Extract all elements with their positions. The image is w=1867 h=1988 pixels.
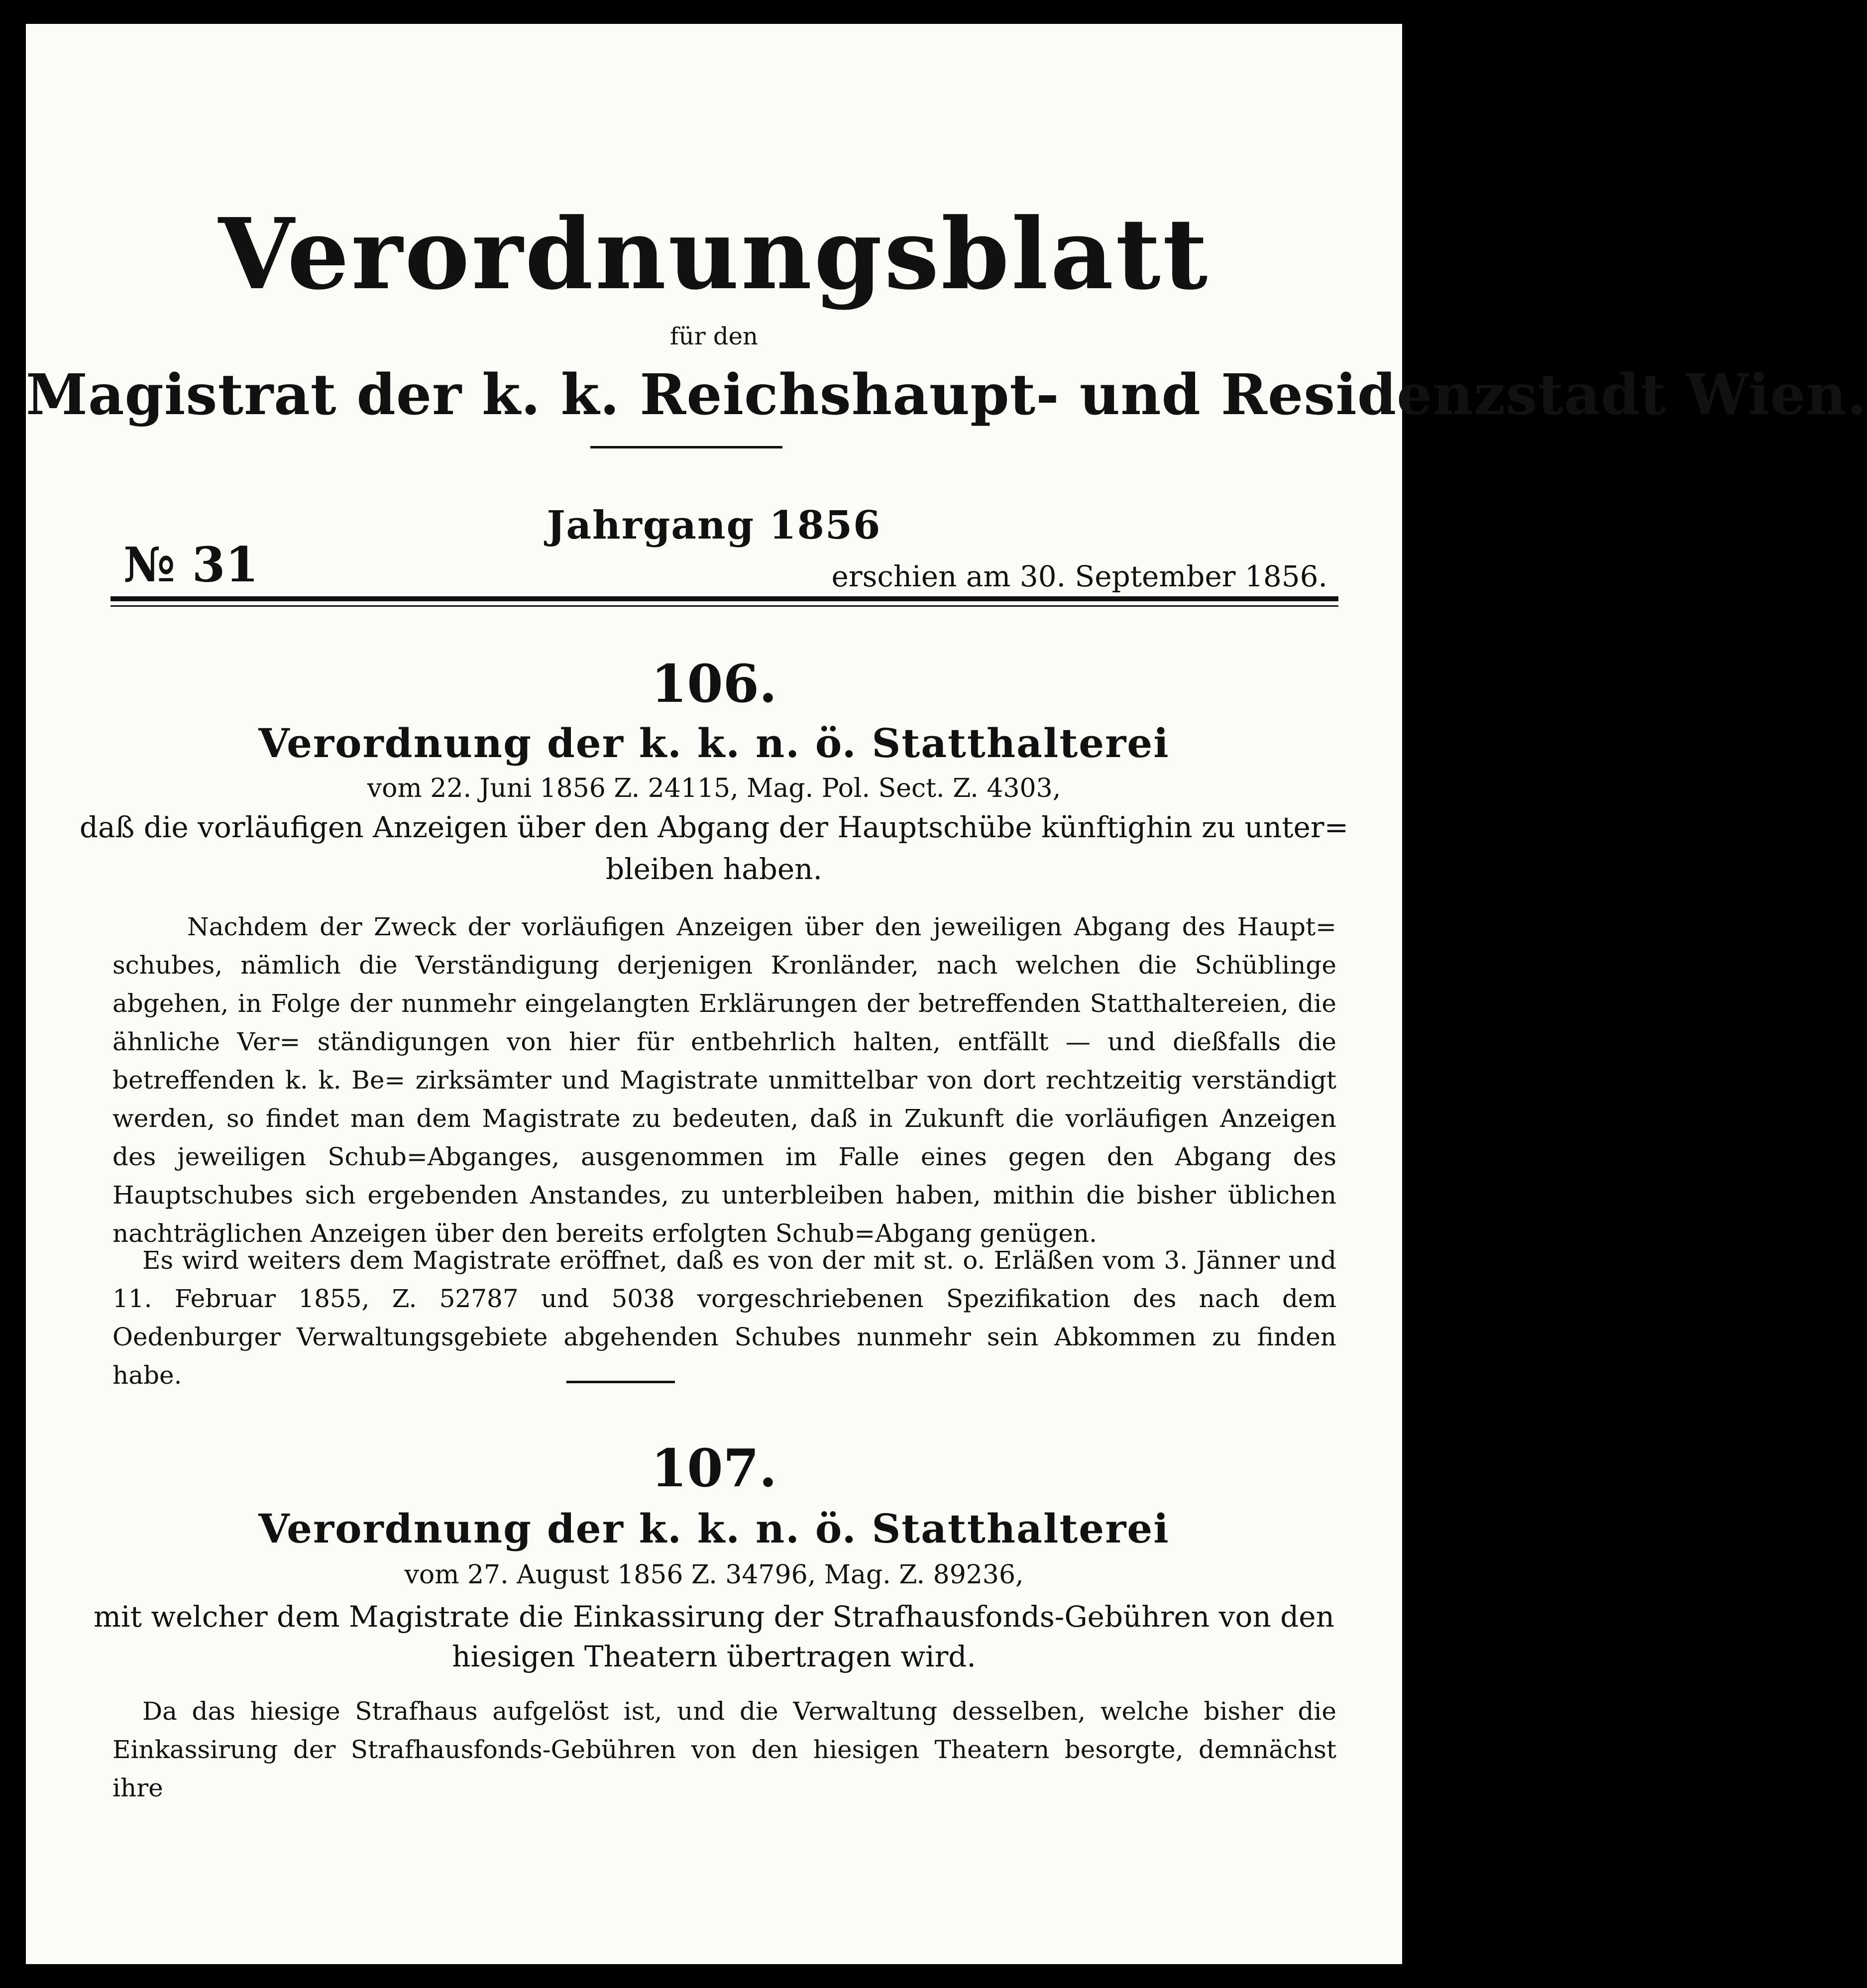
section-paragraph — [112, 1241, 1336, 1395]
publication-date: erschien am 30. September 1856. — [831, 559, 1327, 593]
issue-number: № 31 — [123, 537, 259, 593]
section-subject-line: hiesigen Theatern übertragen wird. — [452, 1640, 976, 1673]
section-subject-line: bleiben haben. — [606, 852, 822, 886]
masthead-divider — [590, 446, 782, 448]
section-title: Verordnung der k. k. n. ö. Statthalterei — [258, 1505, 1170, 1552]
section-date-line: vom 27. August 1856 Z. 34796, Mag. Z. 89236, — [404, 1560, 1024, 1590]
section-number: 106. — [651, 653, 777, 714]
section-subject-line: daß die vorläufigen Anzeigen über den Abgang der Hauptschübe künftighin zu unter= — [79, 810, 1349, 844]
masthead-magistrat: Magistrat der k. k. Reichshaupt- und Residenzstadt Wien. — [26, 362, 1867, 428]
section-subject-line: mit welcher dem Magistrate die Einkassirung der Strafhausfonds-Gebühren von den — [94, 1600, 1334, 1634]
header-rule-thick — [110, 596, 1338, 601]
section-number: 107. — [651, 1437, 777, 1499]
document-page — [26, 24, 1867, 1964]
paragraph-text: Es wird weiters dem Magistrate eröffnet, daß es von der mit st. o. Erläßen vom 3. Jänner und 11. Februar 1855, Z. 52787 und 5038 vorgeschriebenen Spezifikation des nach dem Oedenburger Verwaltungsgebiete abgehenden Schubes nunmehr sein Abkommen zu finden habe. — [112, 1246, 1336, 1390]
jahrgang: Jahrgang 1856 — [547, 503, 881, 548]
header-rule-thin — [110, 605, 1338, 607]
paragraph-text: Da das hiesige Strafhaus aufgelöst ist, und die Verwaltung desselben, welche bisher die Einkassirung der Strafhausfonds-Gebühren von den hiesigen Theatern besorgte, demnächst ihre — [112, 1697, 1336, 1802]
masthead-title: Verordnungsblatt — [218, 197, 1210, 312]
masthead-fuer-den: für den — [670, 323, 758, 350]
paragraph-text: Nachdem der Zweck der vorläufigen Anzeigen über den jeweiligen Abgang des Haupt= schubes, nämlich die Verständigung derjenigen Kronländer, nach welchen die Schüblinge abgehen, in Folge der nunmehr eingelangten Erklärungen der betreffenden Statthaltereien, die ähnliche Ver= ständigungen von hier für entbehrlich halten, entfällt — und dießfalls die betreffenden k. k. Be= zirksämter und Magistrate unmittelbar von dort rechtzeitig verständigt werden, so findet man dem Magistrate zu bedeuten, daß in Zukunft die vorläufigen Anzeigen des jeweiligen Schub=Abganges, ausgenommen im Falle eines gegen den Abgang des Hauptschubes sich ergebenden Anstandes, zu unterbleiben haben, mithin die bisher üblichen nachträglichen Anzeigen über den bereits erfolgten Schub=Abgang genügen. — [112, 912, 1336, 1248]
section-paragraph — [112, 908, 1336, 1253]
section-paragraph — [112, 1692, 1336, 1807]
section-title: Verordnung der k. k. n. ö. Statthalterei — [258, 720, 1170, 767]
section-date-line: vom 22. Juni 1856 Z. 24115, Mag. Pol. Sect. Z. 4303, — [367, 773, 1061, 803]
section-divider — [566, 1381, 675, 1383]
